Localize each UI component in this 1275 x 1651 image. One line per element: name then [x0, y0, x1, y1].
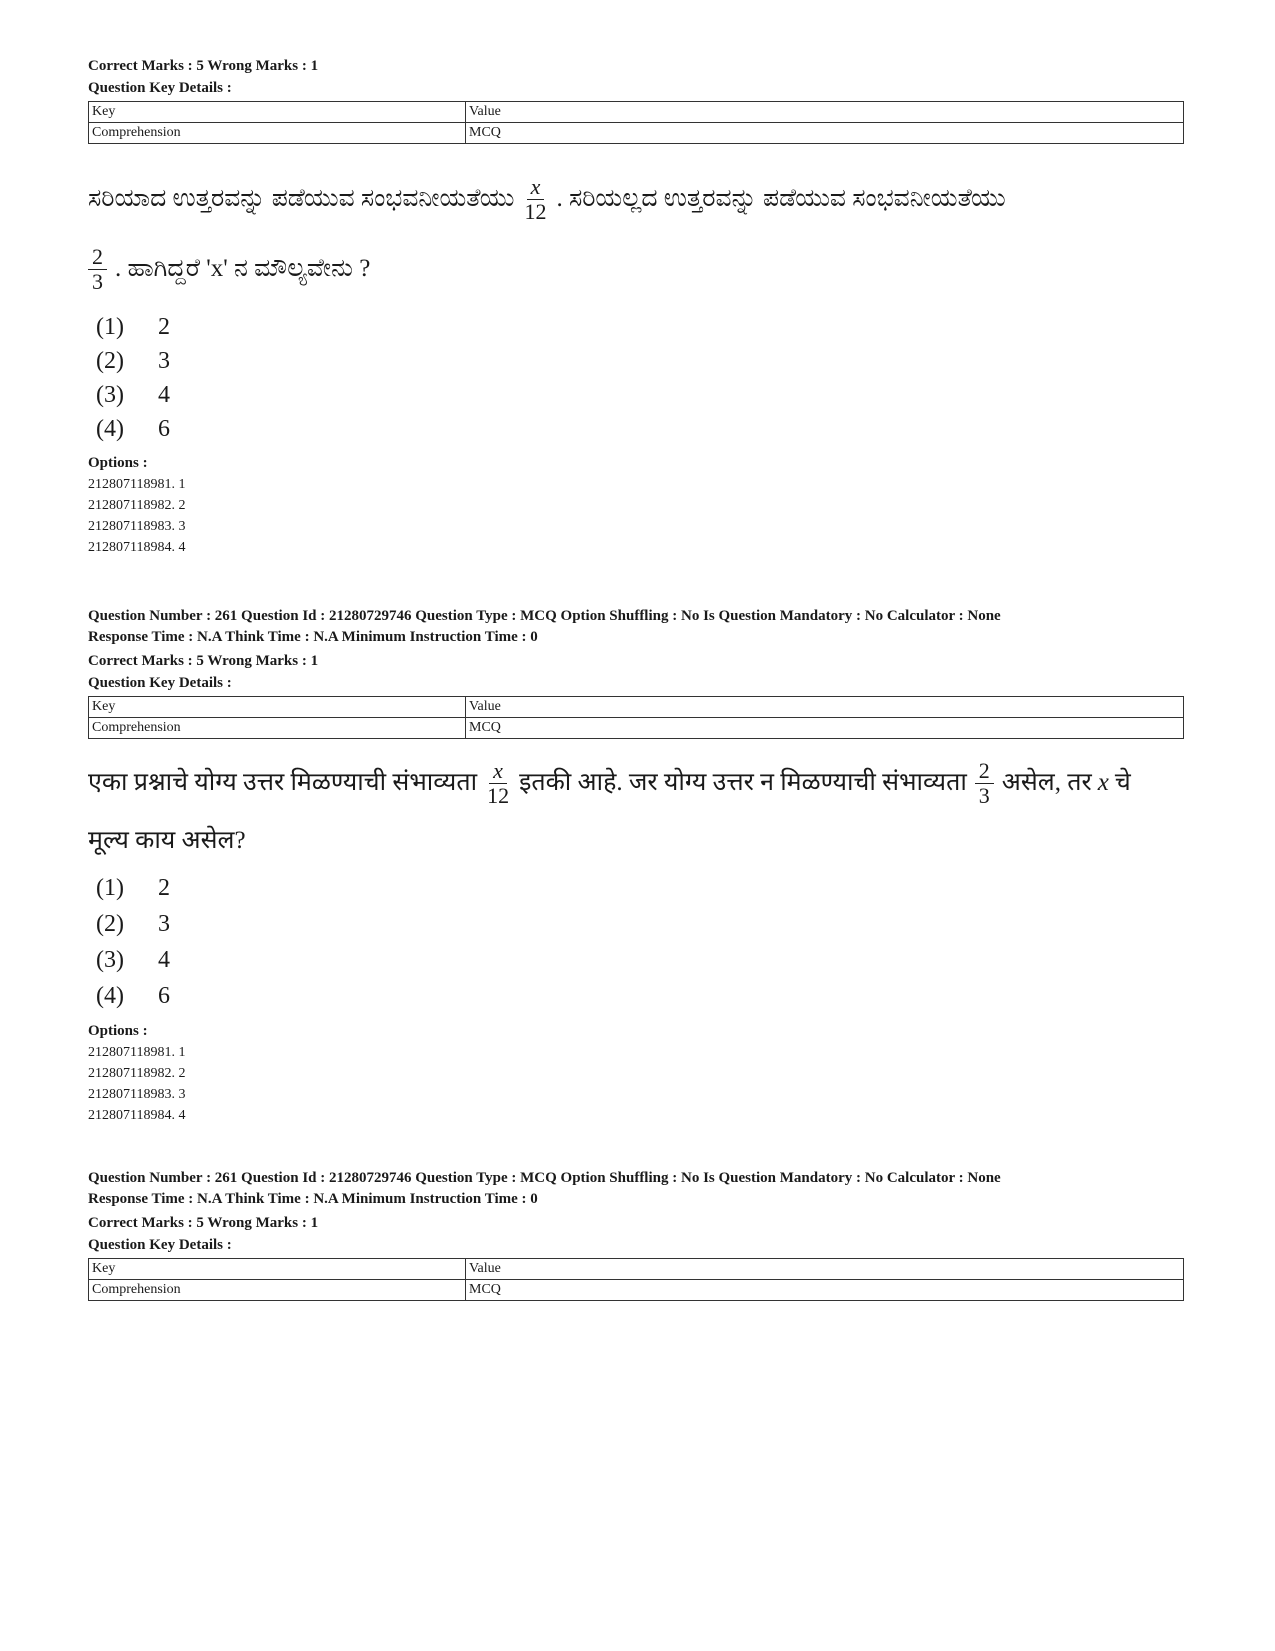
variable: x — [1097, 769, 1109, 796]
fraction-denominator: 12 — [524, 198, 547, 224]
table-cell: Comprehension — [89, 1280, 466, 1301]
fraction-denominator: 3 — [92, 268, 103, 294]
question-text-line-1 — [88, 750, 1188, 816]
key-value-table — [88, 696, 1184, 739]
table-cell: Key — [89, 697, 466, 718]
question-meta-261 — [88, 1168, 1188, 1301]
option-id: 212807118984. 4 — [88, 1108, 186, 1123]
option-id: 212807118983. 3 — [88, 519, 186, 534]
option-value: 2 — [158, 875, 170, 901]
table-cell: MCQ — [466, 123, 1184, 144]
table-cell: Comprehension — [89, 718, 466, 739]
option-value: 4 — [158, 947, 170, 973]
fraction — [522, 175, 548, 224]
question-text-line-2: मूल्य काय असेल? — [88, 827, 246, 854]
option-item — [88, 906, 1188, 942]
key-value-table — [88, 101, 1184, 144]
table-row — [89, 1280, 1184, 1301]
option-id: 212807118981. 1 — [88, 1045, 186, 1060]
option-item — [88, 310, 1188, 344]
option-value: 2 — [158, 314, 170, 340]
question-text: एका प्रश्नाचे योग्य उत्तर मिळण्याची संभाव्यता — [88, 769, 478, 796]
table-cell: Comprehension — [89, 123, 466, 144]
question-text-line-1 — [88, 166, 1188, 232]
table-row — [89, 102, 1184, 123]
question-text: . ಹಾಗಿದ್ದರೆ 'x' ನ ಮೌಲ್ಯವೇನು ? — [115, 255, 371, 282]
question-text: चे — [1114, 769, 1131, 796]
fraction-numerator: x — [489, 759, 507, 784]
option-item — [88, 378, 1188, 412]
option-id: 212807118984. 4 — [88, 540, 186, 555]
table-row — [89, 697, 1184, 718]
option-item — [88, 412, 1188, 446]
table-row — [89, 123, 1184, 144]
fraction-numerator: 2 — [88, 245, 107, 270]
option-value: 3 — [158, 348, 170, 374]
question-text: इतकी आहे. जर योग्य उत्तर न मिळण्याची संभाव्यता — [519, 769, 967, 796]
table-cell: MCQ — [466, 718, 1184, 739]
table-cell: MCQ — [466, 1280, 1184, 1301]
option-item — [88, 942, 1188, 978]
question-text: . ಸರಿಯಲ್ಲದ ಉತ್ತರವನ್ನು ಪಡೆಯುವ ಸಂಭವನೀಯತೆಯು — [556, 185, 1006, 212]
option-number: (2) — [96, 911, 124, 937]
option-number: (4) — [96, 983, 124, 1009]
top-section — [88, 56, 1188, 144]
options-label: Options : — [88, 455, 148, 471]
fraction-numerator: 2 — [975, 759, 994, 784]
option-value: 4 — [158, 382, 170, 408]
fraction — [485, 759, 511, 808]
table-row — [89, 1259, 1184, 1280]
question-marathi — [88, 750, 1188, 1126]
marks-line: Correct Marks : 5 Wrong Marks : 1 — [88, 653, 319, 669]
option-value: 6 — [158, 983, 170, 1009]
question-meta-line-2: Response Time : N.A Think Time : N.A Minimum Instruction Time : 0 — [88, 1191, 538, 1207]
question-meta-line-1: Question Number : 261 Question Id : 21280729746 Question Type : MCQ Option Shuffling : No Is Question Mandatory : No Calculator : None — [88, 1170, 1001, 1186]
question-text-line-2 — [88, 236, 1188, 302]
option-id: 212807118983. 3 — [88, 1087, 186, 1102]
question-meta-line-2: Response Time : N.A Think Time : N.A Minimum Instruction Time : 0 — [88, 629, 538, 645]
key-value-table — [88, 1258, 1184, 1301]
table-cell: Key — [89, 1259, 466, 1280]
fraction-denominator: 3 — [978, 782, 990, 808]
key-details-label: Question Key Details : — [88, 675, 232, 691]
fraction-numerator: x — [527, 175, 545, 200]
table-cell: Value — [466, 697, 1184, 718]
option-value: 6 — [158, 416, 170, 442]
key-details-label: Question Key Details : — [88, 80, 232, 96]
option-item — [88, 344, 1188, 378]
option-list — [88, 870, 1188, 1014]
option-number: (1) — [96, 314, 124, 340]
option-id: 212807118981. 1 — [88, 477, 186, 492]
question-meta-261 — [88, 606, 1188, 739]
question-text: असेल, तर — [1001, 769, 1092, 796]
fraction — [975, 759, 994, 808]
option-value: 3 — [158, 911, 170, 937]
option-number: (4) — [96, 416, 124, 442]
fraction-denominator: 12 — [487, 782, 510, 808]
question-meta-line-1: Question Number : 261 Question Id : 21280729746 Question Type : MCQ Option Shuffling : No Is Question Mandatory : No Calculator : None — [88, 608, 1001, 624]
table-row — [89, 718, 1184, 739]
table-cell: Key — [89, 102, 466, 123]
question-text: ಸರಿಯಾದ ಉತ್ತರವನ್ನು ಪಡೆಯುವ ಸಂಭವನೀಯತೆಯು — [88, 185, 515, 212]
option-number: (3) — [96, 382, 124, 408]
option-id: 212807118982. 2 — [88, 1066, 186, 1081]
table-cell: Value — [466, 102, 1184, 123]
fraction — [88, 245, 107, 294]
question-kannada — [88, 166, 1188, 558]
options-label: Options : — [88, 1023, 148, 1039]
option-item — [88, 870, 1188, 906]
option-list — [88, 310, 1188, 446]
option-id: 212807118982. 2 — [88, 498, 186, 513]
key-details-label: Question Key Details : — [88, 1237, 232, 1253]
option-number: (1) — [96, 875, 124, 901]
option-item — [88, 978, 1188, 1014]
marks-line: Correct Marks : 5 Wrong Marks : 1 — [88, 1215, 319, 1231]
marks-line: Correct Marks : 5 Wrong Marks : 1 — [88, 58, 319, 74]
option-number: (2) — [96, 348, 124, 374]
option-number: (3) — [96, 947, 124, 973]
table-cell: Value — [466, 1259, 1184, 1280]
